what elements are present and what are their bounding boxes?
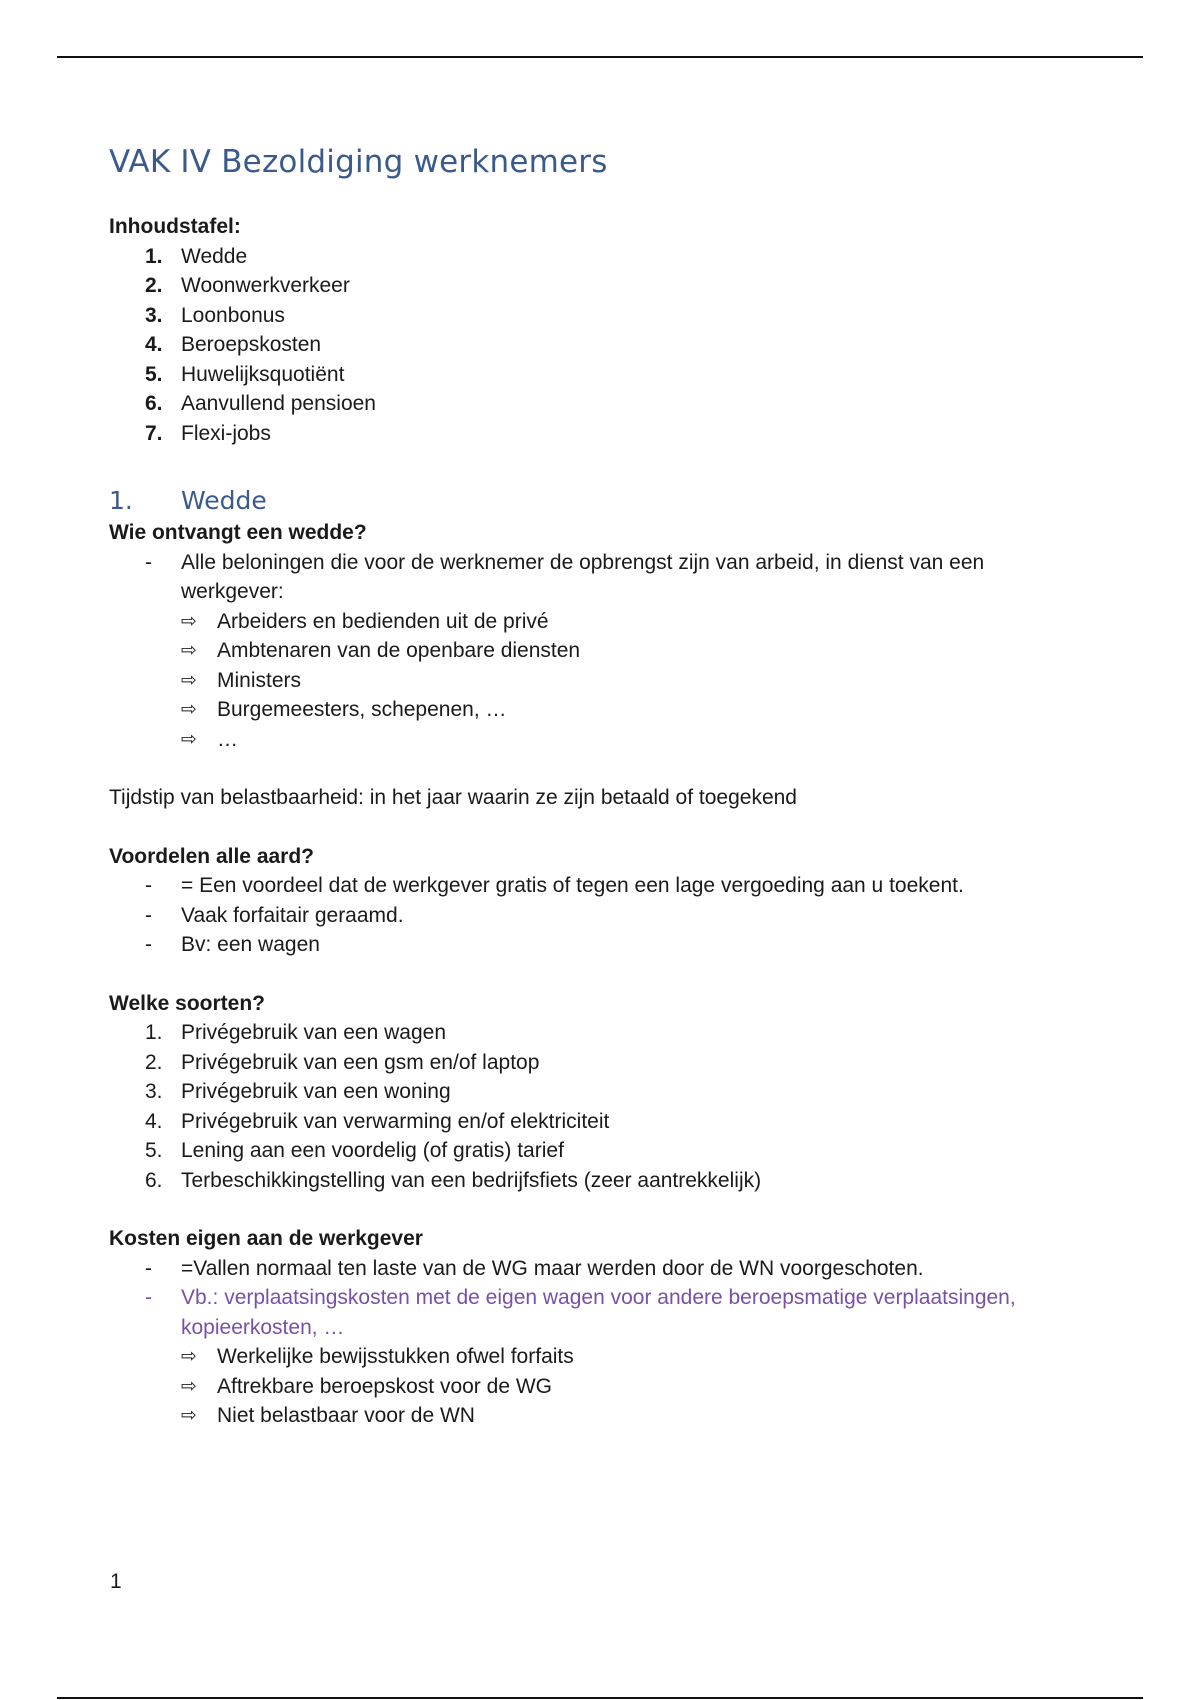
- item-text: Privégebruik van verwarming en/of elektriciteit: [181, 1109, 610, 1133]
- item-number: 5.: [145, 1139, 163, 1162]
- dash-list: [109, 871, 1089, 960]
- section-number: 1.: [109, 486, 133, 515]
- arrow-item: [181, 636, 1089, 666]
- list-item-text: Vb.: verplaatsingskosten met de eigen wagen voor andere beroepsmatige verplaatsingen, kopieerkosten, …: [181, 1286, 1016, 1339]
- question-heading: Welke soorten?: [109, 991, 265, 1015]
- question-heading: Voordelen alle aard?: [109, 844, 315, 868]
- arrow-right-icon: ⇨: [181, 609, 197, 632]
- numbered-item: [109, 1048, 1089, 1078]
- toc-number: 7.: [145, 421, 163, 445]
- toc-item: [109, 330, 1089, 360]
- arrow-right-icon: ⇨: [181, 639, 197, 661]
- toc-text: Flexi-jobs: [181, 421, 271, 445]
- item-number: 4.: [145, 1109, 163, 1133]
- arrow-item: [181, 666, 1089, 696]
- numbered-item: [109, 1136, 1089, 1166]
- arrow-item: [181, 725, 1089, 755]
- arrow-item-text: Niet belastbaar voor de WN: [217, 1404, 475, 1427]
- toc-number: 5.: [145, 362, 163, 386]
- list-item-text: Alle beloningen die voor de werknemer de opbrengst zijn van arbeid, in dienst van een werkgever:: [181, 550, 985, 603]
- toc-item: [109, 419, 1089, 449]
- item-text: Privégebruik van een woning: [181, 1080, 451, 1103]
- arrow-list: [181, 607, 1089, 755]
- arrow-item-text: Arbeiders en bedienden uit de privé: [217, 609, 549, 633]
- arrow-item-text: Burgemeesters, schepenen, …: [217, 698, 507, 721]
- list-item: [109, 871, 1089, 901]
- section-heading-wedde: [109, 484, 1089, 518]
- list-item-example: [109, 1283, 1089, 1431]
- toc-item: [109, 242, 1089, 272]
- toc-item: [109, 301, 1089, 331]
- list-item-text: = Een voordeel dat de werkgever gratis of tegen een lage vergoeding aan u toekent.: [181, 874, 964, 897]
- toc-item: [109, 360, 1089, 390]
- item-text: Lening aan een voordelig (of gratis) tarief: [181, 1139, 564, 1162]
- page-content: [109, 140, 1089, 1431]
- header-rule: [57, 56, 1143, 58]
- dash-bullet: -: [145, 1286, 152, 1309]
- arrow-item-text: Ministers: [217, 668, 302, 692]
- document-title: VAK IV Bezoldiging werknemers: [109, 144, 608, 180]
- list-item-text: Vaak forfaitair geraamd.: [181, 903, 404, 927]
- toc-text: Beroepskosten: [181, 333, 322, 356]
- arrow-list: [181, 1342, 1089, 1431]
- arrow-right-icon: ⇨: [181, 1404, 197, 1426]
- arrow-right-icon: ⇨: [181, 1345, 197, 1367]
- arrow-item-text: Aftrekbare beroepskost voor de WG: [217, 1374, 552, 1398]
- arrow-right-icon: ⇨: [181, 727, 197, 750]
- item-text: Terbeschikkingstelling van een bedrijfsfiets (zeer aantrekkelijk): [181, 1168, 762, 1192]
- toc-text: Woonwerkverkeer: [181, 274, 350, 297]
- arrow-right-icon: ⇨: [181, 1374, 197, 1397]
- dash-bullet: -: [145, 1256, 152, 1280]
- dash-bullet: -: [145, 903, 152, 927]
- toc-item: [109, 389, 1089, 419]
- item-number: 6.: [145, 1168, 163, 1192]
- item-text: Privégebruik van een wagen: [181, 1021, 447, 1044]
- arrow-right-icon: ⇨: [181, 698, 197, 720]
- list-item: [109, 901, 1089, 931]
- section-title: Wedde: [181, 486, 267, 515]
- dash-bullet: -: [145, 933, 152, 956]
- toc-text: Aanvullend pensioen: [181, 392, 376, 415]
- numbered-item: [109, 1077, 1089, 1107]
- list-item: [109, 1254, 1089, 1284]
- toc-text: Loonbonus: [181, 303, 285, 327]
- list-item: [109, 930, 1089, 960]
- toc-number: 6.: [145, 392, 163, 415]
- page-number: 1: [110, 1570, 122, 1593]
- dash-list: [109, 548, 1089, 755]
- toc-label: Inhoudstafel:: [109, 215, 241, 238]
- toc-number: 2.: [145, 274, 163, 297]
- arrow-item-text: Ambtenaren van de openbare diensten: [217, 639, 581, 662]
- dash-bullet: -: [145, 874, 152, 897]
- toc-number: 3.: [145, 303, 163, 327]
- toc-item: [109, 271, 1089, 301]
- arrow-item-text: …: [217, 727, 238, 751]
- list-item-text: =Vallen normaal ten laste van de WG maar werden door de WN voorgeschoten.: [181, 1256, 924, 1280]
- dash-list: [109, 1254, 1089, 1431]
- arrow-item: [181, 1401, 1089, 1431]
- dash-bullet: -: [145, 550, 152, 574]
- toc-text: Wedde: [181, 244, 248, 268]
- arrow-right-icon: ⇨: [181, 668, 197, 691]
- numbered-item: [109, 1107, 1089, 1137]
- item-number: 1.: [145, 1021, 163, 1044]
- arrow-item: [181, 1372, 1089, 1402]
- numbered-item: [109, 1166, 1089, 1196]
- item-text: Privégebruik van een gsm en/of laptop: [181, 1050, 540, 1074]
- arrow-item: [181, 695, 1089, 725]
- arrow-item-text: Werkelijke bewijsstukken ofwel forfaits: [217, 1345, 574, 1368]
- item-number: 3.: [145, 1080, 163, 1103]
- toc-number: 4.: [145, 333, 163, 356]
- tijdstip-paragraph: Tijdstip van belastbaarheid: in het jaar waarin ze zijn betaald of toegekend: [109, 786, 797, 809]
- arrow-item: [181, 1342, 1089, 1372]
- question-heading: Kosten eigen aan de werkgever: [109, 1227, 423, 1250]
- toc-text: Huwelijksquotiënt: [181, 362, 345, 386]
- numbered-item: [109, 1018, 1089, 1048]
- question-heading: Wie ontvangt een wedde?: [109, 521, 367, 544]
- toc-number: 1.: [145, 244, 163, 268]
- arrow-item: [181, 607, 1089, 637]
- table-of-contents: [109, 242, 1089, 449]
- footer-rule: [57, 1697, 1143, 1699]
- list-item-text: Bv: een wagen: [181, 933, 320, 956]
- item-number: 2.: [145, 1050, 163, 1074]
- numbered-list: [109, 1018, 1089, 1195]
- list-item: [109, 548, 1089, 755]
